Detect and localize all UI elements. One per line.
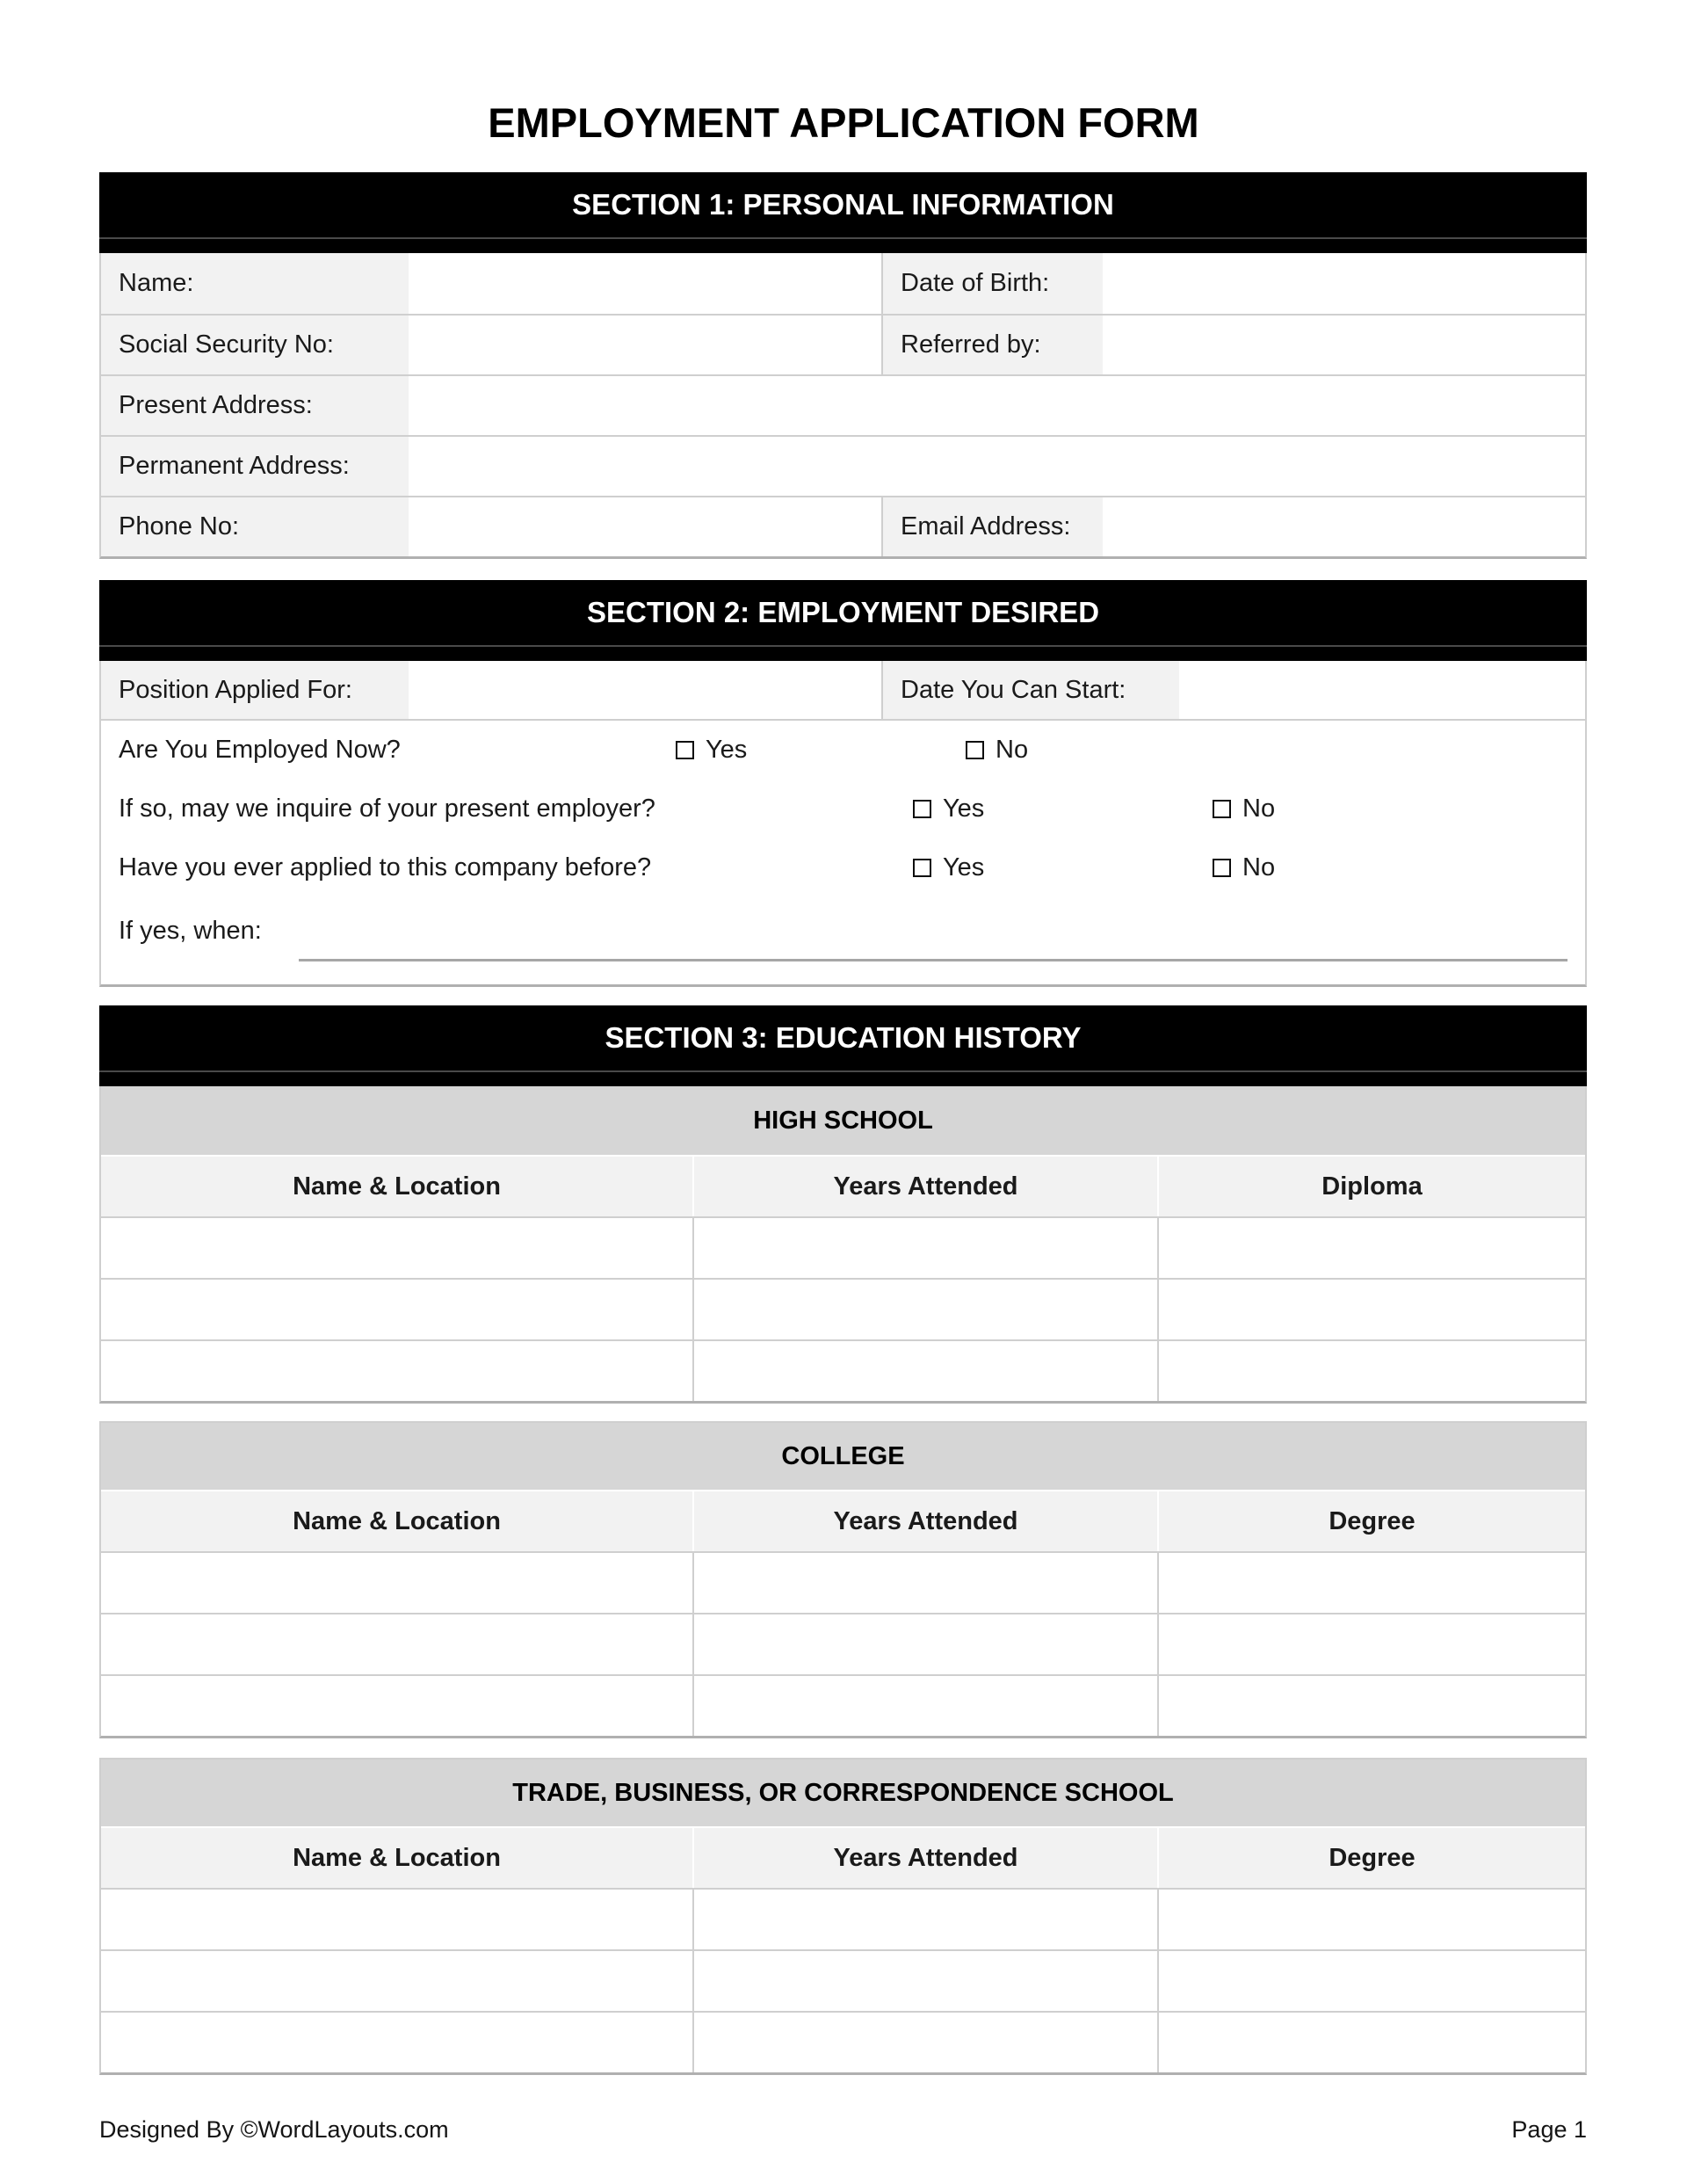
question-if-yes-when-label: If yes, when: <box>119 917 262 945</box>
trade-school-subheader: TRADE, BUSINESS, OR CORRESPONDENCE SCHOOL <box>101 1760 1585 1828</box>
checkbox-icon[interactable] <box>913 800 931 818</box>
trade-school-row-3 <box>101 2011 1585 2072</box>
social-security-field-label: Social Security No: <box>101 316 409 374</box>
high-school-subheader: HIGH SCHOOL <box>101 1086 1585 1157</box>
high-school-table <box>99 1086 1587 1404</box>
edu-cell-input[interactable] <box>692 2013 1157 2072</box>
edu-cell-input[interactable] <box>1157 1890 1585 1949</box>
edu-cell-input[interactable] <box>1157 1614 1585 1674</box>
edu-cell-input[interactable] <box>101 1341 692 1401</box>
column-header-years-attended: Years Attended <box>692 1828 1157 1888</box>
section-education-history <box>99 1005 1587 1404</box>
section3-header-strip <box>99 1072 1587 1086</box>
section1-header-label: SECTION 1: PERSONAL INFORMATION <box>572 188 1114 221</box>
section2-rows <box>99 661 1587 987</box>
checkbox-icon[interactable] <box>913 859 931 877</box>
row-phone-email <box>101 496 1585 556</box>
college-table <box>99 1421 1587 1738</box>
yes-option-label: Yes <box>943 795 985 823</box>
present-address-field-input[interactable] <box>409 376 1585 435</box>
trade-school-table-section <box>99 1758 1587 2075</box>
email-address-field-input[interactable] <box>1103 497 1585 556</box>
high-school-column-headers <box>101 1157 1585 1216</box>
trade-school-row-1 <box>101 1888 1585 1949</box>
college-subheader: COLLEGE <box>101 1423 1585 1491</box>
checkbox-icon[interactable] <box>966 741 984 759</box>
section1-header-strip <box>99 239 1587 253</box>
email-address-field-label: Email Address: <box>881 497 1103 556</box>
edu-cell-input[interactable] <box>692 1218 1157 1278</box>
column-header-name-location: Name & Location <box>293 1506 501 1535</box>
edu-cell-input[interactable] <box>101 1951 692 2011</box>
phone-no-field-input[interactable] <box>409 497 881 556</box>
edu-cell-input[interactable] <box>692 1341 1157 1401</box>
page-title: EMPLOYMENT APPLICATION FORM <box>488 99 1199 146</box>
college-row-2 <box>101 1613 1585 1674</box>
edu-cell-input[interactable] <box>692 1614 1157 1674</box>
section2-header <box>99 580 1587 645</box>
footer-credit: Designed By ©WordLayouts.com <box>99 2116 449 2143</box>
column-header-name-location: Name & Location <box>293 1172 501 1201</box>
question-applied-before-label: Have you ever applied to this company before? <box>119 853 652 882</box>
column-header-diploma: Diploma <box>1157 1157 1585 1216</box>
employed-now-no-option[interactable] <box>966 721 1028 780</box>
section-personal-information <box>99 172 1587 559</box>
question-employed-now-label: Are You Employed Now? <box>119 736 401 764</box>
referred-by-field-input[interactable] <box>1103 316 1585 374</box>
edu-cell-input[interactable] <box>1157 1553 1585 1613</box>
section2-header-label: SECTION 2: EMPLOYMENT DESIRED <box>586 596 1100 628</box>
column-header-degree: Degree <box>1157 1491 1585 1551</box>
no-option-label: No <box>1242 853 1276 882</box>
present-address-field-label: Present Address: <box>101 376 409 435</box>
page-footer <box>99 2116 1587 2144</box>
permanent-address-field-input[interactable] <box>409 437 1585 496</box>
edu-cell-input[interactable] <box>1157 1218 1585 1278</box>
section1-header <box>99 172 1587 237</box>
edu-cell-input[interactable] <box>101 1280 692 1339</box>
edu-cell-input[interactable] <box>1157 1341 1585 1401</box>
edu-cell-input[interactable] <box>692 1676 1157 1736</box>
question-inquire-employer <box>101 780 1585 838</box>
row-position-startdate <box>101 661 1585 721</box>
checkbox-icon[interactable] <box>1213 859 1231 877</box>
college-column-headers <box>101 1491 1585 1551</box>
question-if-yes-when <box>101 897 1585 984</box>
edu-cell-input[interactable] <box>692 1951 1157 2011</box>
applied-before-yes-option[interactable] <box>913 838 984 897</box>
applied-before-no-option[interactable] <box>1213 838 1275 897</box>
employed-now-yes-option[interactable] <box>676 721 747 780</box>
college-row-3 <box>101 1674 1585 1736</box>
date-of-birth-field-label: Date of Birth: <box>881 253 1103 314</box>
row-ssn-referred <box>101 314 1585 374</box>
college-row-1 <box>101 1551 1585 1613</box>
high-school-row-1 <box>101 1216 1585 1278</box>
edu-cell-input[interactable] <box>1157 1951 1585 2011</box>
checkbox-icon[interactable] <box>676 741 694 759</box>
trade-school-row-2 <box>101 1949 1585 2011</box>
question-inquire-employer-label: If so, may we inquire of your present employer? <box>119 795 655 823</box>
section3-header <box>99 1005 1587 1070</box>
section3-header-label: SECTION 3: EDUCATION HISTORY <box>605 1021 1082 1054</box>
phone-no-field-label: Phone No: <box>101 497 409 556</box>
name-field-label: Name: <box>101 253 409 314</box>
edu-cell-input[interactable] <box>101 1218 692 1278</box>
edu-cell-input[interactable] <box>101 2013 692 2072</box>
column-header-years-attended: Years Attended <box>692 1491 1157 1551</box>
row-present-address <box>101 374 1585 435</box>
footer-page-number: Page 1 <box>1511 2116 1587 2143</box>
edu-cell-input[interactable] <box>101 1553 692 1613</box>
edu-cell-input[interactable] <box>101 1890 692 1949</box>
column-header-degree: Degree <box>1157 1828 1585 1888</box>
if-yes-when-fill-line[interactable] <box>299 959 1568 961</box>
edu-cell-input[interactable] <box>101 1676 692 1736</box>
edu-cell-input[interactable] <box>692 1890 1157 1949</box>
yes-option-label: Yes <box>943 853 985 882</box>
date-can-start-field-label: Date You Can Start: <box>881 661 1179 719</box>
permanent-address-field-label: Permanent Address: <box>101 437 409 496</box>
section1-rows <box>99 253 1587 559</box>
referred-by-field-label: Referred by: <box>881 316 1103 374</box>
column-header-years-attended: Years Attended <box>692 1157 1157 1216</box>
no-option-label: No <box>996 736 1029 764</box>
question-applied-before <box>101 838 1585 897</box>
edu-cell-input[interactable] <box>1157 1676 1585 1736</box>
high-school-row-2 <box>101 1278 1585 1339</box>
section-employment-desired <box>99 580 1587 987</box>
edu-cell-input[interactable] <box>1157 1280 1585 1339</box>
edu-cell-input[interactable] <box>1157 2013 1585 2072</box>
no-option-label: No <box>1242 795 1276 823</box>
social-security-field-input[interactable] <box>409 316 881 374</box>
column-header-name-location: Name & Location <box>293 1843 501 1872</box>
trade-school-column-headers <box>101 1828 1585 1888</box>
college-table-section <box>99 1421 1587 1738</box>
date-can-start-field-input[interactable] <box>1179 661 1585 719</box>
edu-cell-input[interactable] <box>692 1553 1157 1613</box>
position-applied-field-label: Position Applied For: <box>101 661 409 719</box>
inquire-employer-no-option[interactable] <box>1213 780 1275 838</box>
checkbox-icon[interactable] <box>1213 800 1231 818</box>
high-school-row-3 <box>101 1339 1585 1401</box>
inquire-employer-yes-option[interactable] <box>913 780 984 838</box>
yes-option-label: Yes <box>706 736 748 764</box>
section2-header-strip <box>99 647 1587 661</box>
date-of-birth-field-input[interactable] <box>1103 253 1585 314</box>
name-field-input[interactable] <box>409 253 881 314</box>
position-applied-field-input[interactable] <box>409 661 881 719</box>
edu-cell-input[interactable] <box>692 1280 1157 1339</box>
question-employed-now <box>101 721 1585 780</box>
row-name-dob <box>101 253 1585 314</box>
row-permanent-address <box>101 435 1585 496</box>
edu-cell-input[interactable] <box>101 1614 692 1674</box>
trade-school-table <box>99 1758 1587 2075</box>
